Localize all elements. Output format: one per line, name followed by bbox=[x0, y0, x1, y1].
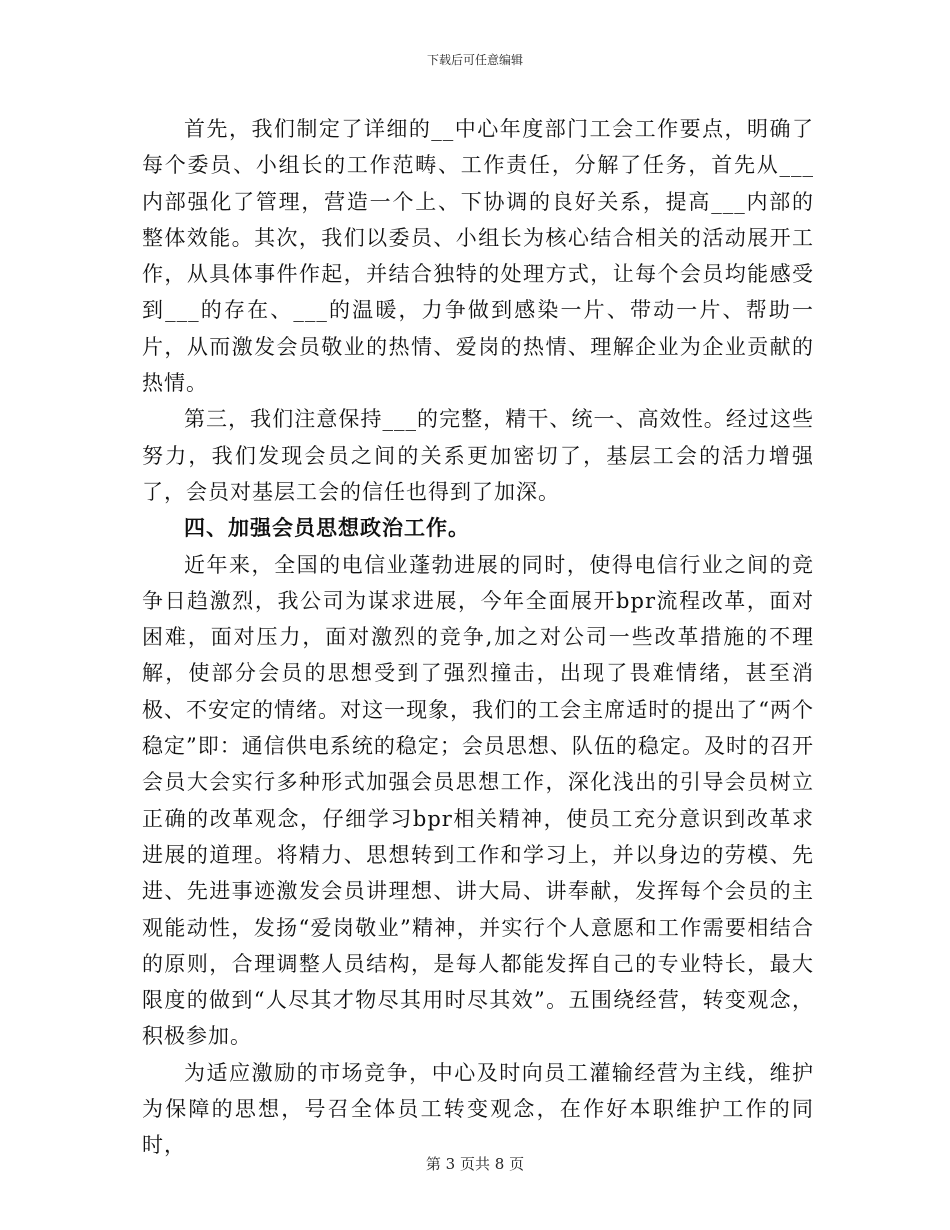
paragraph-4: 为适应激励的市场竞争，中心及时向员工灌输经营为主线，维护为保障的思想，号召全体员工转变观念，在作好本职维护工作的同时， bbox=[142, 1060, 814, 1158]
page-header: 下载后可任意编辑 bbox=[426, 53, 523, 67]
document-body bbox=[142, 111, 814, 1164]
paragraph-3: 近年来，全国的电信业蓬勃进展的同时，使得电信行业之间的竞争日趋激烈，我公司为谋求进展，今年全面展开bpr流程改革，面对困难，面对压力，面对激烈的竞争,加之对公司一些改革措施的不理解，使部分会员的思想受到了强烈撞击，出现了畏难情绪，甚至消极、不安定的情绪。对这一现象，我们的工会主席适时的提出了“两个稳定”即：通信供电系统的稳定；会员思想、队伍的稳定。及时的召开会员大会实行多种形式加强会员思想工作，深化浅出的引导会员树立正确的改革观念，仔细学习bpr相关精神，使员工充分意识到改革求进展的道理。将精力、思想转到工作和学习上，并以身边的劳模、先进、先进事迹激发会员讲理想、讲大局、讲奉献，发挥每个会员的主观能动性，发扬“爱岗敬业”精神，并实行个人意愿和工作需要相结合的原则，合理调整人员结构，是每人都能发挥自己的专业特长，最大限度的做到“人尽其才物尽其用时尽其效”。五围绕经营，转变观念，积极参加。 bbox=[142, 552, 814, 1049]
page-footer: 第 3 页共 8 页 bbox=[425, 1155, 525, 1173]
paragraph-2: 第三，我们注意保持___的完整，精干、统一、高效性。经过这些努力，我们发现会员之间的关系更加密切了，基层工会的活力增强了，会员对基层工会的信任也得到了加深。 bbox=[142, 407, 814, 504]
section-heading-4: 四、加强会员思想政治工作。 bbox=[184, 516, 470, 541]
paragraph-1: 首先，我们制定了详细的__中心年度部门工会工作要点，明确了每个委员、小组长的工作范畴、工作责任，分解了任务，首先从___内部强化了管理，营造一个上、下协调的良好关系，提高___内部的整体效能。其次，我们以委员、小组长为核心结合相关的活动展开工作，从具体事件作起，并结合独特的处理方式，让每个会员均能感受到___的存在、___的温暖，力争做到感染一片、带动一片、帮助一片，从而激发会员敬业的热情、爱岗的热情、理解企业为企业贡献的热情。 bbox=[142, 117, 814, 396]
